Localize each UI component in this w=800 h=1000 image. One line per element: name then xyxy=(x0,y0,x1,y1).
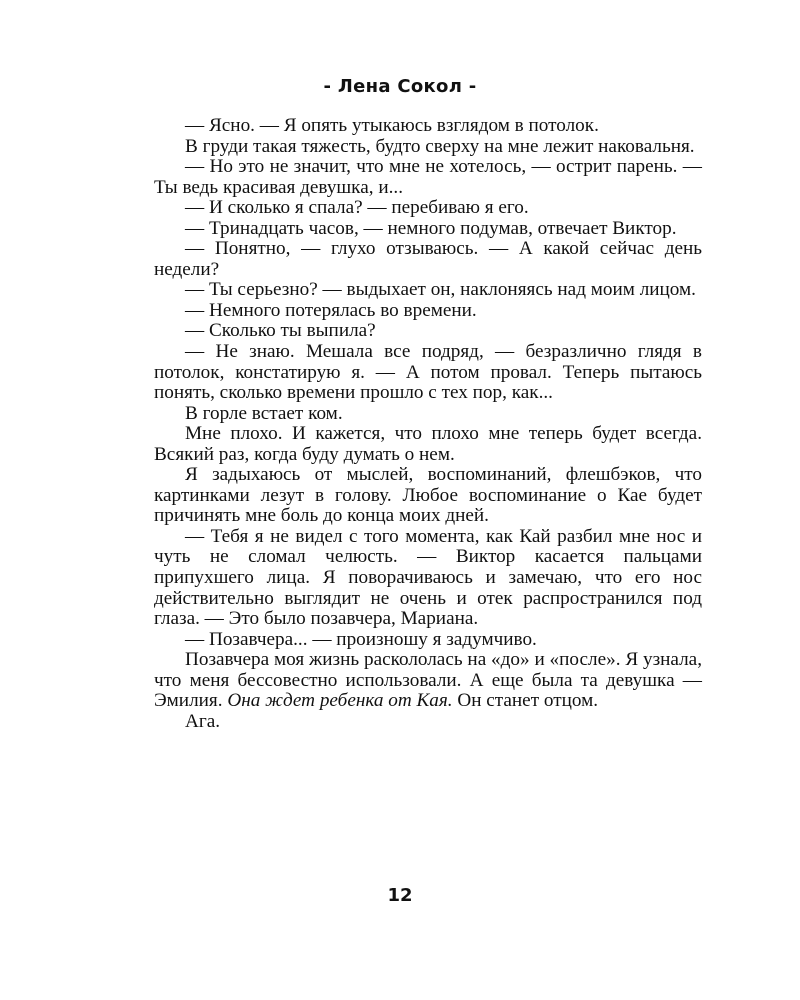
paragraph: — Ты серьезно? — выдыхает он, наклоняясь над моим лицом. xyxy=(185,279,696,301)
page-number: 12 xyxy=(387,885,413,906)
paragraph: — И сколько я спала? — перебиваю я его. xyxy=(185,197,529,219)
paragraph-text: Позавчера моя жизнь раскололась на «до» и «после». Я узнала, что меня бессовестно использовали. А еще была та девушка — Эмилия. xyxy=(154,649,702,712)
paragraph: — Сколько ты выпила? xyxy=(185,320,376,342)
paragraph-text: Он станет отцом. xyxy=(452,690,599,712)
paragraph xyxy=(154,650,702,712)
paragraph: — Но это не значит, что мне не хотелось, — острит парень. — Ты ведь красивая девушка, и... xyxy=(154,156,702,198)
paragraph: — Немного потерялась во времени. xyxy=(185,299,477,321)
paragraph: — Ясно. — Я опять утыкаюсь взглядом в потолок. xyxy=(185,115,599,136)
italic-quote: Она ждет ребенка от Кая. xyxy=(227,690,453,712)
paragraph: В горле встает ком. xyxy=(185,402,343,424)
paragraph: — Позавчера... — произношу я задумчиво. xyxy=(185,628,537,650)
paragraph: — Тринадцать часов, — немного подумав, отвечает Виктор. xyxy=(185,217,677,239)
paragraph: — Тебя я не видел с того момента, как Кай разбил мне нос и чуть не сломал челюсть. — Виктор касается пальцами припухшего лица. Я поворачиваюсь и замечаю, что его нос действительно выглядит не очень и отек распространился под глаза. — Это было позавчера, Мариана. xyxy=(154,525,702,630)
paragraph: Я задыхаюсь от мыслей, воспоминаний, флешбэков, что картинками лезут в голову. Любое воспоминание о Кае будет причинять мне боль до конца моих дней. xyxy=(154,464,702,527)
paragraph: — Понятно, — глухо отзываюсь. — А какой сейчас день недели? xyxy=(154,238,702,280)
paragraph: В груди такая тяжесть, будто сверху на мне лежит наковальня. xyxy=(185,135,695,157)
running-head: - Лена Сокол - xyxy=(323,76,477,97)
paragraph: Мне плохо. И кажется, что плохо мне теперь будет всегда. Всякий раз, когда буду думать о нем. xyxy=(154,423,702,465)
paragraph: — Не знаю. Мешала все подряд, — безразлично глядя в потолок, констатирую я. — А потом провал. Теперь пытаюсь понять, сколько времени прошло с тех пор, как... xyxy=(154,341,702,404)
body-text xyxy=(154,116,702,732)
paragraph: Ага. xyxy=(185,710,221,732)
